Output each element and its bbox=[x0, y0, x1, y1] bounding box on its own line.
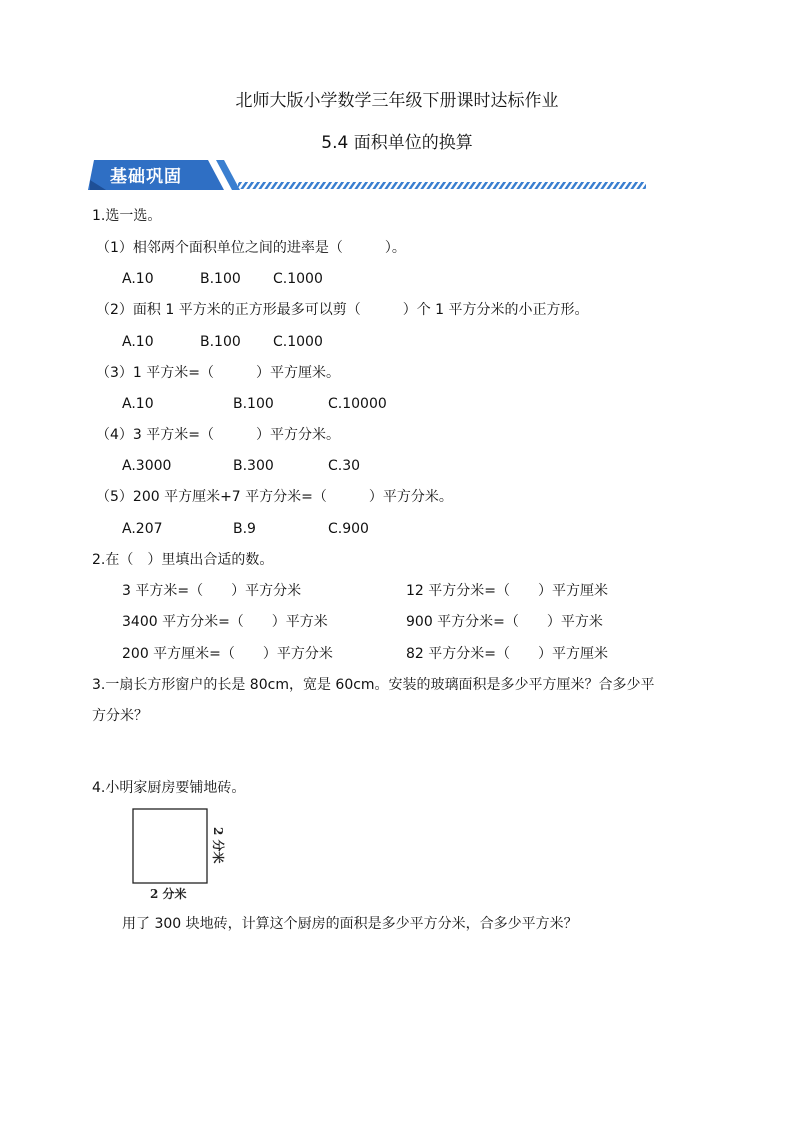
question-3-line-1: 3.一扇长方形窗户的长是 80cm，宽是 60cm。安装的玻璃面积是多少平方厘米？合多少平 bbox=[92, 677, 655, 693]
option-c: C.10000 bbox=[328, 396, 387, 412]
option-a: A.3000 bbox=[122, 458, 172, 474]
section-title: 基础巩固 bbox=[110, 167, 182, 187]
option-c: C.900 bbox=[328, 521, 369, 537]
question-1-1: （1）相邻两个面积单位之间的进率是（ ）。 bbox=[96, 240, 406, 256]
question-1-5: （5）200 平方厘米+7 平方分米=（ ）平方分米。 bbox=[96, 489, 453, 505]
option-a: A.10 bbox=[122, 396, 154, 412]
question-4-text: 用了 300 块地砖，计算这个厨房的面积是多少平方分米，合多少平方米？ bbox=[122, 916, 578, 932]
kitchen-square-figure bbox=[124, 805, 234, 905]
question-1-stem: 1.选一选。 bbox=[92, 208, 162, 224]
fill-blank-item: 3400 平方分米=（ ）平方米 bbox=[122, 614, 328, 630]
fill-blank-item: 3 平方米=（ ）平方分米 bbox=[122, 583, 302, 599]
lesson-subtitle: 5.4 面积单位的换算 bbox=[321, 133, 473, 153]
question-3-line-2: 方分米？ bbox=[92, 708, 148, 724]
question-1-2: （2）面积 1 平方米的正方形最多可以剪（ ）个 1 平方分米的小正方形。 bbox=[96, 302, 589, 318]
option-b: B.100 bbox=[200, 334, 241, 350]
option-c: C.1000 bbox=[273, 334, 323, 350]
question-1-4: （4）3 平方米=（ ）平方分米。 bbox=[96, 427, 340, 443]
side-length-label: 2 分米 bbox=[211, 827, 225, 864]
fill-blank-item: 82 平方分米=（ ）平方厘米 bbox=[406, 646, 608, 662]
option-a: A.207 bbox=[122, 521, 163, 537]
fill-blank-item: 200 平方厘米=（ ）平方分米 bbox=[122, 646, 333, 662]
option-c: C.1000 bbox=[273, 271, 323, 287]
fill-blank-item: 900 平方分米=（ ）平方米 bbox=[406, 614, 603, 630]
option-c: C.30 bbox=[328, 458, 361, 474]
option-b: B.9 bbox=[233, 521, 256, 537]
question-1-3: （3）1 平方米=（ ）平方厘米。 bbox=[96, 365, 340, 381]
worksheet-title: 北师大版小学数学三年级下册课时达标作业 bbox=[235, 91, 559, 111]
option-b: B.300 bbox=[233, 458, 274, 474]
bottom-length-label: 2 分米 bbox=[150, 887, 187, 901]
fill-blank-item: 12 平方分米=（ ）平方厘米 bbox=[406, 583, 608, 599]
option-a: A.10 bbox=[122, 271, 154, 287]
question-4-stem: 4.小明家厨房要铺地砖。 bbox=[92, 780, 246, 796]
option-b: B.100 bbox=[200, 271, 241, 287]
option-b: B.100 bbox=[233, 396, 274, 412]
option-a: A.10 bbox=[122, 334, 154, 350]
question-2-stem: 2.在（ ）里填出合适的数。 bbox=[92, 552, 274, 568]
